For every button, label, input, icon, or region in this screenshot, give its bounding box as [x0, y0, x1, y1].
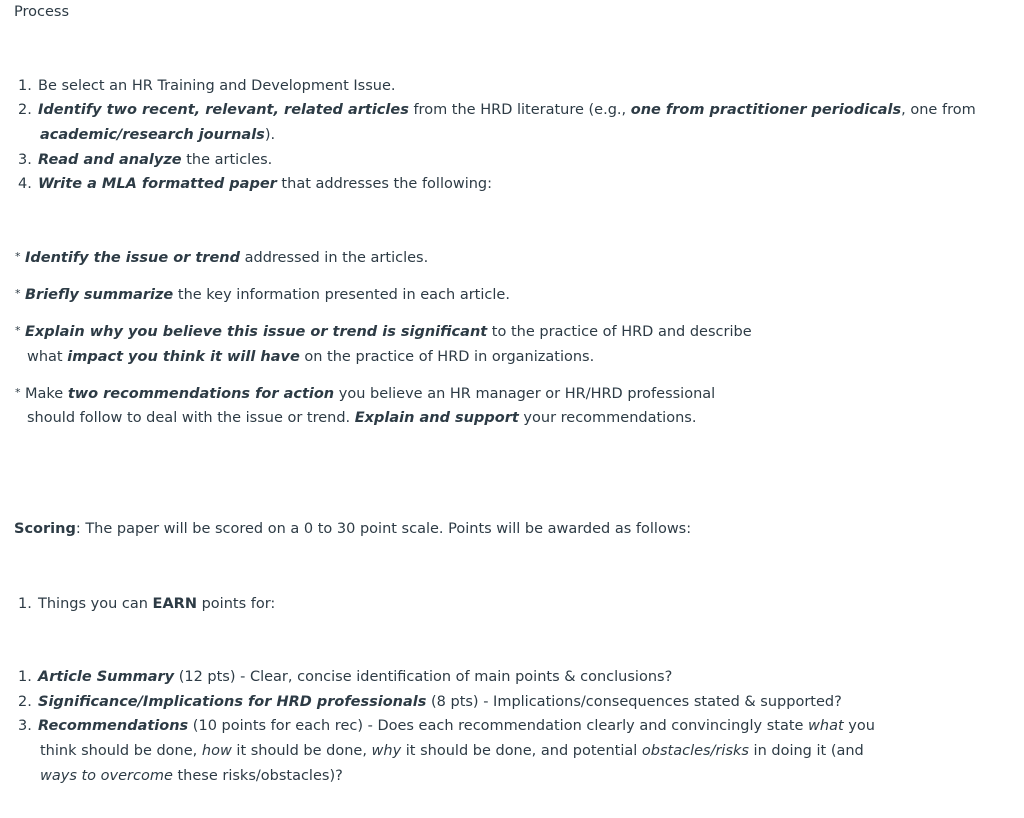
earn-points-item: 1. Things you can EARN points for: — [18, 596, 276, 612]
page-title: Process — [14, 4, 70, 20]
step-1: 1. Be select an HR Training and Development Issue. — [18, 78, 396, 94]
criterion-significance: 2. Significance/Implications for HRD professionals (8 pts) - Implications/consequences stated & supported? — [18, 694, 842, 710]
bullet-significance: * Explain why you believe this issue or trend is significant to the practice of HRD and describe — [15, 324, 752, 340]
bullet-recommendations-continued: should follow to deal with the issue or trend. Explain and support your recommendations. — [27, 410, 697, 426]
criterion-recommendations-continued-2: ways to overcome these risks/obstacles)? — [40, 768, 343, 784]
bullet-summarize: * Briefly summarize the key information presented in each article. — [15, 287, 510, 303]
bullet-significance-continued: what impact you think it will have on the practice of HRD in organizations. — [27, 349, 595, 365]
criterion-recommendations-continued: think should be done, how it should be done, why it should be done, and potential obstacles/risks in doing it (and — [40, 743, 864, 759]
step-2-continued: academic/research journals). — [40, 127, 276, 143]
step-4: 4. Write a MLA formatted paper that addresses the following: — [18, 176, 493, 192]
scoring-paragraph: Scoring: The paper will be scored on a 0 to 30 point scale. Points will be awarded as follows: — [14, 521, 692, 537]
step-2: 2. Identify two recent, relevant, related articles from the HRD literature (e.g., one from practitioner periodicals, one from — [18, 102, 976, 118]
bullet-identify-issue: * Identify the issue or trend addressed in the articles. — [15, 250, 429, 266]
step-3: 3. Read and analyze the articles. — [18, 152, 273, 168]
criterion-recommendations: 3. Recommendations (10 points for each rec) - Does each recommendation clearly and convincingly state what you — [18, 718, 875, 734]
criterion-article-summary: 1. Article Summary (12 pts) - Clear, concise identification of main points & conclusions? — [18, 669, 673, 685]
bullet-recommendations: * Make two recommendations for action you believe an HR manager or HR/HRD professional — [15, 386, 716, 402]
